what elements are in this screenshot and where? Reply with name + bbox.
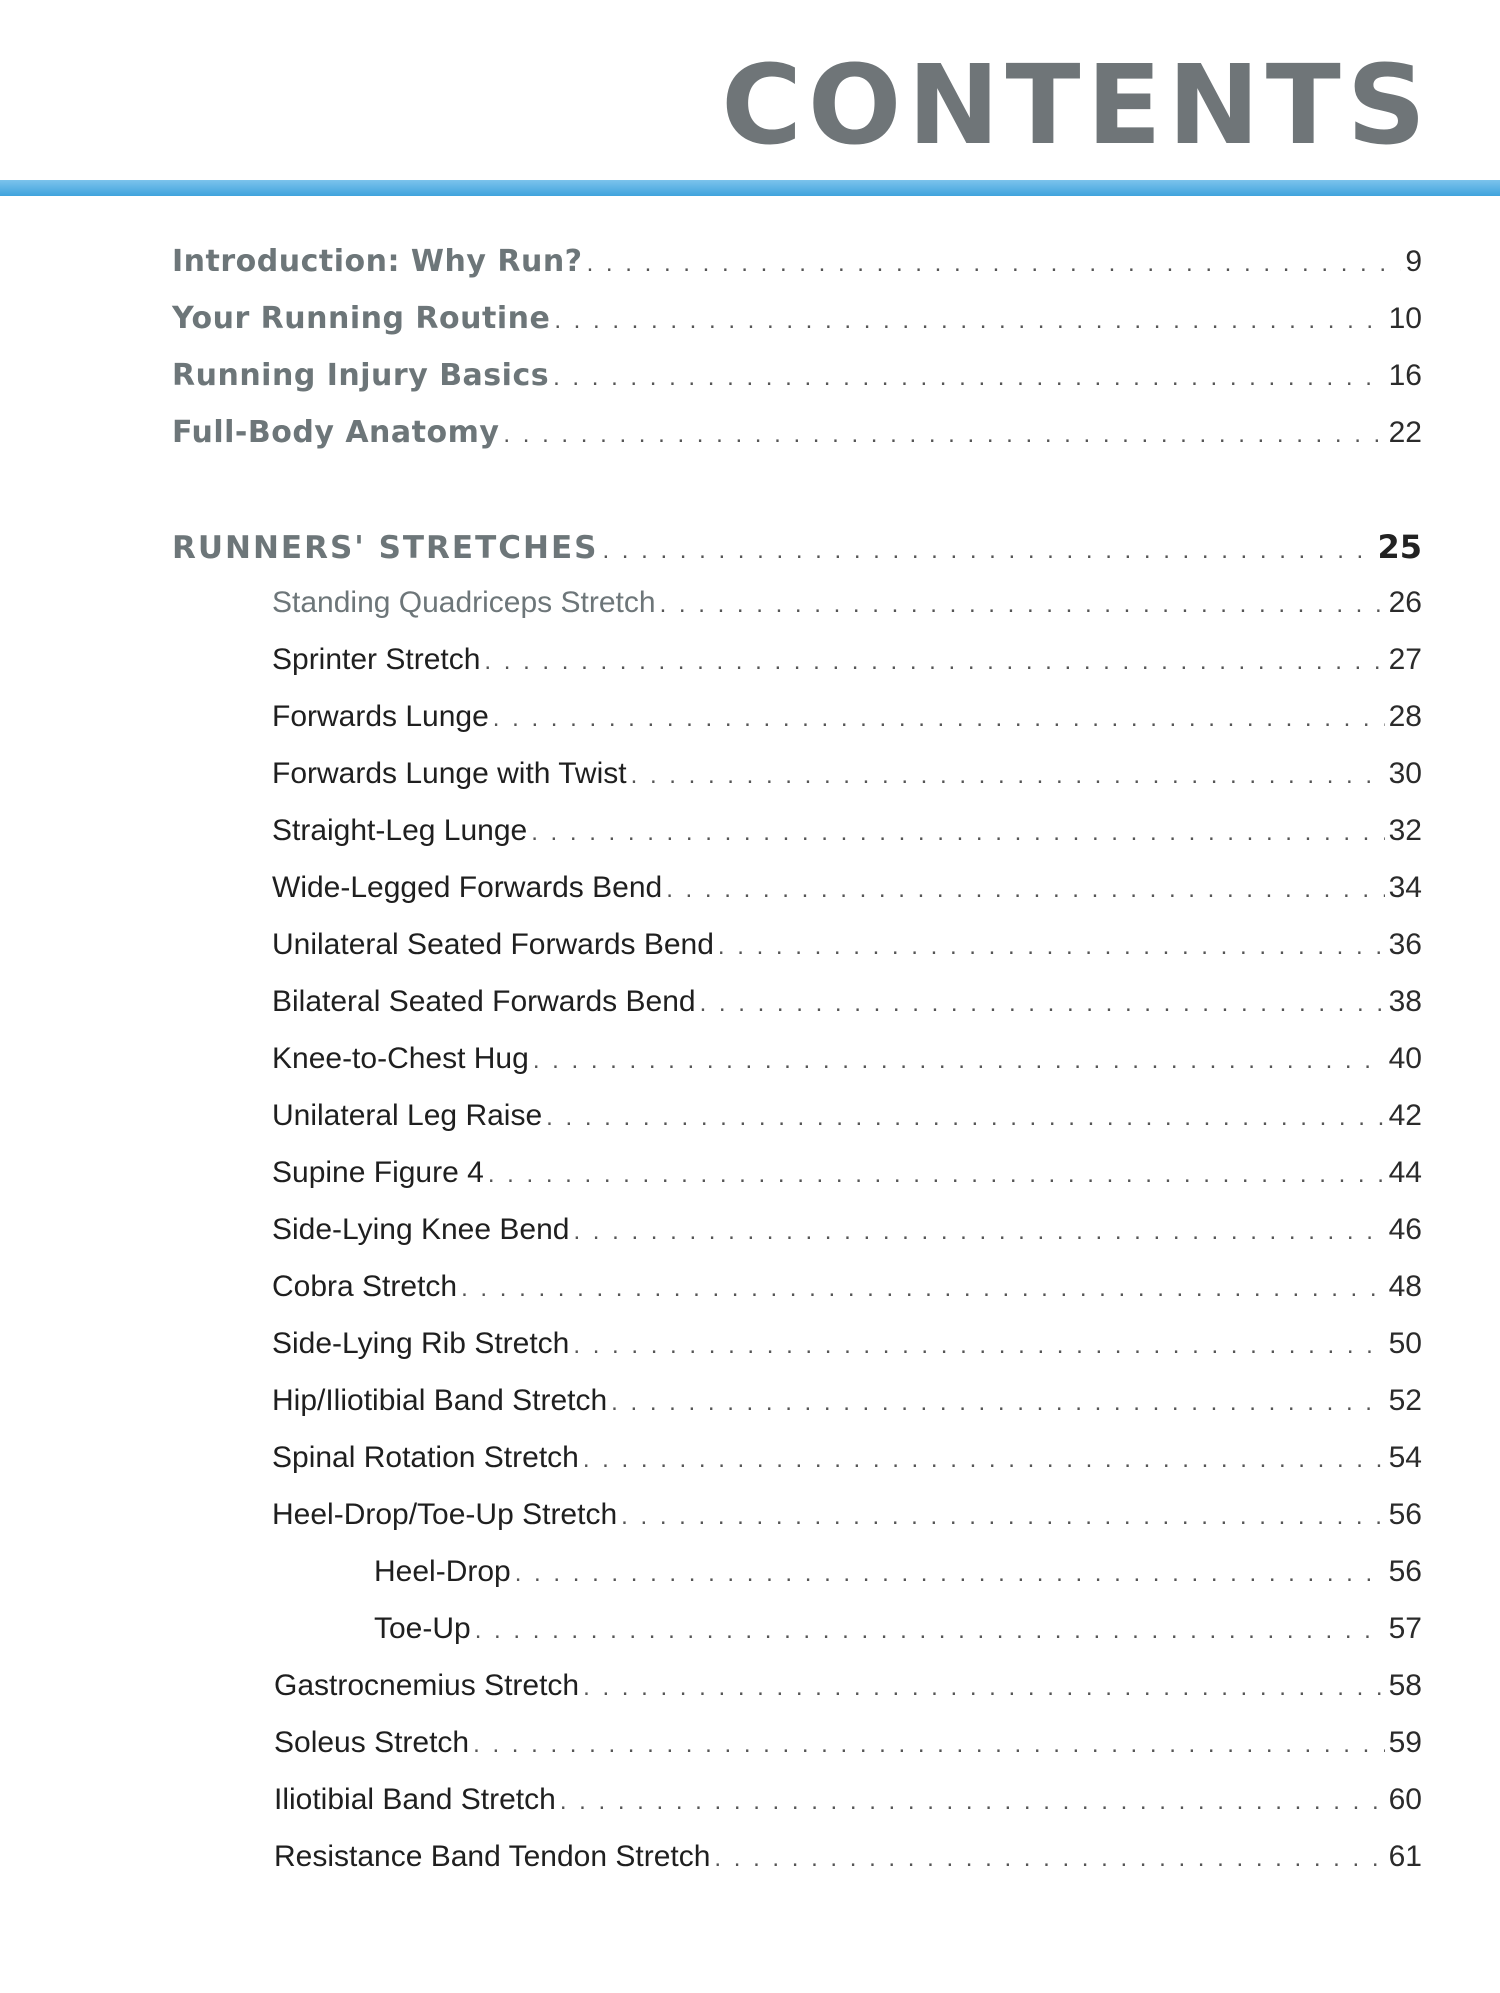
dot-leader xyxy=(473,1731,1385,1759)
toc-entry-title: Standing Quadriceps Stretch xyxy=(272,586,656,619)
dot-leader xyxy=(484,648,1384,676)
toc-entry[interactable] xyxy=(274,1669,1422,1713)
dot-leader xyxy=(531,819,1384,847)
toc-entry-page: 52 xyxy=(1388,1384,1422,1417)
toc-entry-introduction[interactable] xyxy=(172,244,1422,288)
toc-entry-page: 38 xyxy=(1388,985,1422,1018)
toc-entry[interactable] xyxy=(272,985,1422,1029)
toc-entry[interactable] xyxy=(272,1498,1422,1542)
toc-entry-title: Forwards Lunge with Twist xyxy=(272,757,627,790)
toc-entry-page: 42 xyxy=(1388,1099,1422,1132)
toc-entry[interactable] xyxy=(272,757,1422,801)
toc-entry-title: Iliotibial Band Stretch xyxy=(274,1783,556,1816)
toc-entry-page: 56 xyxy=(1388,1498,1422,1531)
toc-section-page: 25 xyxy=(1377,528,1422,566)
toc-entry-page: 46 xyxy=(1388,1213,1422,1246)
toc-entry-title: Introduction: Why Run? xyxy=(172,244,583,279)
dot-leader xyxy=(560,1788,1385,1816)
toc-entry-page: 50 xyxy=(1388,1327,1422,1360)
dot-leader xyxy=(573,1218,1384,1246)
toc-entry-page: 27 xyxy=(1388,643,1422,676)
toc-subentry[interactable] xyxy=(374,1555,1422,1599)
dot-leader xyxy=(631,762,1385,790)
toc-entry-title: Resistance Band Tendon Stretch xyxy=(274,1840,711,1873)
toc-entry-page: 32 xyxy=(1388,814,1422,847)
toc-entry-page: 9 xyxy=(1405,245,1422,278)
toc-entry-page: 54 xyxy=(1388,1441,1422,1474)
toc-entry[interactable] xyxy=(272,1270,1422,1314)
toc-entry-page: 10 xyxy=(1388,302,1422,335)
toc-entry-title: Soleus Stretch xyxy=(274,1726,470,1759)
toc-entry-title: Unilateral Leg Raise xyxy=(272,1099,543,1132)
toc-entry-title: Wide-Legged Forwards Bend xyxy=(272,871,663,904)
toc-entry-page: 48 xyxy=(1388,1270,1422,1303)
toc-entry-page: 56 xyxy=(1388,1555,1422,1588)
toc-entry-page: 58 xyxy=(1388,1669,1422,1702)
toc-entry[interactable] xyxy=(272,586,1422,630)
dot-leader xyxy=(611,1389,1384,1417)
toc-entry[interactable] xyxy=(272,1042,1422,1086)
toc-entry[interactable] xyxy=(272,814,1422,858)
toc-entry-title: Side-Lying Rib Stretch xyxy=(272,1327,570,1360)
toc-entry-title: Forwards Lunge xyxy=(272,700,489,733)
toc-entry-title: Supine Figure 4 xyxy=(272,1156,484,1189)
toc-entry-page: 22 xyxy=(1388,416,1422,449)
toc-entry[interactable] xyxy=(272,1099,1422,1143)
toc-entry-title: Side-Lying Knee Bend xyxy=(272,1213,570,1246)
dot-leader xyxy=(718,933,1385,961)
toc-entry-page: 44 xyxy=(1388,1156,1422,1189)
toc-entry-title: Full-Body Anatomy xyxy=(172,415,500,450)
toc-entry-page: 59 xyxy=(1388,1726,1422,1759)
toc-section-title: RUNNERS' STRETCHES xyxy=(172,530,599,566)
toc-entry-title: Knee-to-Chest Hug xyxy=(272,1042,529,1075)
toc-entry[interactable] xyxy=(272,1327,1422,1371)
toc-entry[interactable] xyxy=(272,643,1422,687)
toc-entry-title: Gastrocnemius Stretch xyxy=(274,1669,580,1702)
toc-entry-page: 36 xyxy=(1388,928,1422,961)
toc-entry[interactable] xyxy=(272,871,1422,915)
dot-leader xyxy=(493,705,1385,733)
toc-entry-title: Bilateral Seated Forwards Bend xyxy=(272,985,696,1018)
dot-leader xyxy=(587,250,1402,278)
toc-entry[interactable] xyxy=(274,1783,1422,1827)
dot-leader xyxy=(515,1560,1385,1588)
dot-leader xyxy=(546,1104,1384,1132)
toc-entry-title: Toe-Up xyxy=(374,1612,471,1645)
toc-entry-title: Cobra Stretch xyxy=(272,1270,458,1303)
toc-entry-title: Straight-Leg Lunge xyxy=(272,814,528,847)
toc-entry-title: Heel-Drop xyxy=(374,1555,511,1588)
toc-entry[interactable] xyxy=(272,1213,1422,1257)
toc-entry[interactable] xyxy=(274,1726,1422,1770)
page-title: CONTENTS xyxy=(721,41,1432,169)
toc-section-runners-stretches[interactable] xyxy=(172,528,1422,572)
toc-entry-page: 28 xyxy=(1388,700,1422,733)
toc-entry-page: 34 xyxy=(1388,871,1422,904)
dot-leader xyxy=(583,1674,1385,1702)
toc-entry-title: Running Injury Basics xyxy=(172,358,550,393)
toc-entry[interactable] xyxy=(272,1384,1422,1428)
toc-entry[interactable] xyxy=(272,1441,1422,1485)
dot-leader xyxy=(475,1617,1385,1645)
toc-entry-title: Spinal Rotation Stretch xyxy=(272,1441,579,1474)
toc-entry[interactable] xyxy=(274,1840,1422,1884)
dot-leader xyxy=(488,1161,1385,1189)
dot-leader xyxy=(583,1446,1385,1474)
dot-leader xyxy=(666,876,1384,904)
dot-leader xyxy=(461,1275,1385,1303)
dot-leader xyxy=(660,591,1385,619)
toc-entry[interactable] xyxy=(272,1156,1422,1200)
dot-leader xyxy=(621,1503,1384,1531)
toc-entry[interactable] xyxy=(272,700,1422,744)
toc-entry-title: Heel-Drop/Toe-Up Stretch xyxy=(272,1498,618,1531)
toc-entry-page: 57 xyxy=(1388,1612,1422,1645)
dot-leader xyxy=(533,1047,1385,1075)
dot-leader xyxy=(503,421,1384,449)
dot-leader xyxy=(553,364,1385,392)
toc-entry-injury-basics[interactable] xyxy=(172,358,1422,402)
toc-entry-title: Unilateral Seated Forwards Bend xyxy=(272,928,714,961)
toc-entry-title: Hip/Iliotibial Band Stretch xyxy=(272,1384,608,1417)
dot-leader xyxy=(554,307,1384,335)
toc-entry-page: 60 xyxy=(1388,1783,1422,1816)
dot-leader xyxy=(714,1845,1384,1873)
toc-entry-page: 30 xyxy=(1388,757,1422,790)
dot-leader xyxy=(700,990,1385,1018)
toc-entry-anatomy[interactable] xyxy=(172,415,1422,459)
toc-entry-page: 61 xyxy=(1388,1840,1422,1873)
toc-entry-page: 26 xyxy=(1388,586,1422,619)
dot-leader xyxy=(602,537,1373,565)
toc-entry-title: Your Running Routine xyxy=(172,301,551,336)
toc-entry-page: 40 xyxy=(1388,1042,1422,1075)
toc-entry-page: 16 xyxy=(1388,359,1422,392)
toc-entry-title: Sprinter Stretch xyxy=(272,643,481,676)
dot-leader xyxy=(573,1332,1384,1360)
toc-entry[interactable] xyxy=(272,928,1422,972)
toc-subentry[interactable] xyxy=(374,1612,1422,1656)
toc-entry-running-routine[interactable] xyxy=(172,301,1422,345)
